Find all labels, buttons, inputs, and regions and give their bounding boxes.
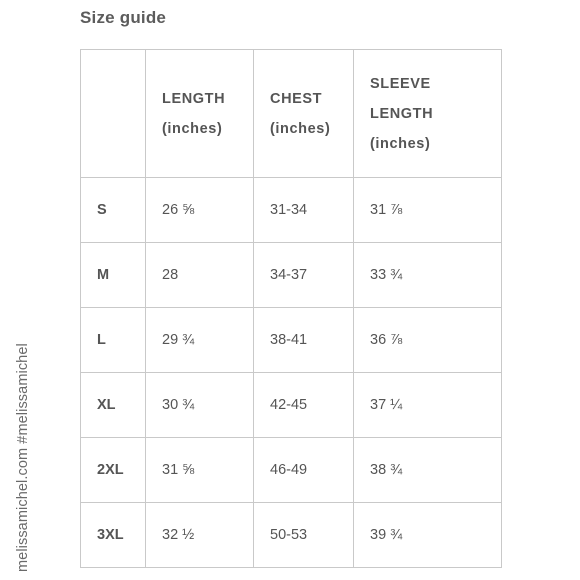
chest-cell: 34-37 bbox=[254, 243, 354, 308]
header-sleeve-line2: LENGTH bbox=[370, 105, 434, 122]
sleeve-cell: 33 ¾ bbox=[354, 243, 502, 308]
sleeve-cell: 31 ⅞ bbox=[354, 178, 502, 243]
chest-cell: 46-49 bbox=[254, 438, 354, 503]
size-table bbox=[80, 49, 502, 568]
page-title: Size guide bbox=[80, 8, 167, 27]
size-cell: 2XL bbox=[81, 438, 146, 503]
size-cell: XL bbox=[81, 373, 146, 438]
table-row bbox=[81, 438, 502, 503]
chest-cell: 50-53 bbox=[254, 503, 354, 568]
table-row bbox=[81, 503, 502, 568]
chest-cell: 42-45 bbox=[254, 373, 354, 438]
chest-cell: 31-34 bbox=[254, 178, 354, 243]
length-cell: 31 ⅝ bbox=[146, 438, 254, 503]
header-row bbox=[81, 50, 502, 178]
length-cell: 28 bbox=[146, 243, 254, 308]
header-chest-line2: (inches) bbox=[270, 120, 331, 137]
sleeve-cell: 37 ¼ bbox=[354, 373, 502, 438]
table-row bbox=[81, 308, 502, 373]
length-cell: 32 ½ bbox=[146, 503, 254, 568]
watermark-text: melissamichel.com #melissamichel bbox=[15, 343, 31, 572]
table-row bbox=[81, 373, 502, 438]
header-chest bbox=[254, 50, 354, 178]
sleeve-cell: 36 ⅞ bbox=[354, 308, 502, 373]
header-sleeve-length bbox=[354, 50, 502, 178]
chest-cell: 38-41 bbox=[254, 308, 354, 373]
sleeve-cell: 38 ¾ bbox=[354, 438, 502, 503]
table-row bbox=[81, 243, 502, 308]
length-cell: 29 ¾ bbox=[146, 308, 254, 373]
header-empty bbox=[81, 50, 146, 178]
header-sleeve-line3: (inches) bbox=[370, 135, 431, 152]
size-cell: 3XL bbox=[81, 503, 146, 568]
length-cell: 26 ⅝ bbox=[146, 178, 254, 243]
header-length-line2: (inches) bbox=[162, 120, 223, 137]
header-chest-line1: CHEST bbox=[270, 90, 323, 107]
sleeve-cell: 39 ¾ bbox=[354, 503, 502, 568]
size-cell: M bbox=[81, 243, 146, 308]
table-row bbox=[81, 178, 502, 243]
size-cell: S bbox=[81, 178, 146, 243]
header-length bbox=[146, 50, 254, 178]
header-sleeve-line1: SLEEVE bbox=[370, 75, 431, 92]
size-cell: L bbox=[81, 308, 146, 373]
length-cell: 30 ¾ bbox=[146, 373, 254, 438]
header-length-line1: LENGTH bbox=[162, 90, 226, 107]
